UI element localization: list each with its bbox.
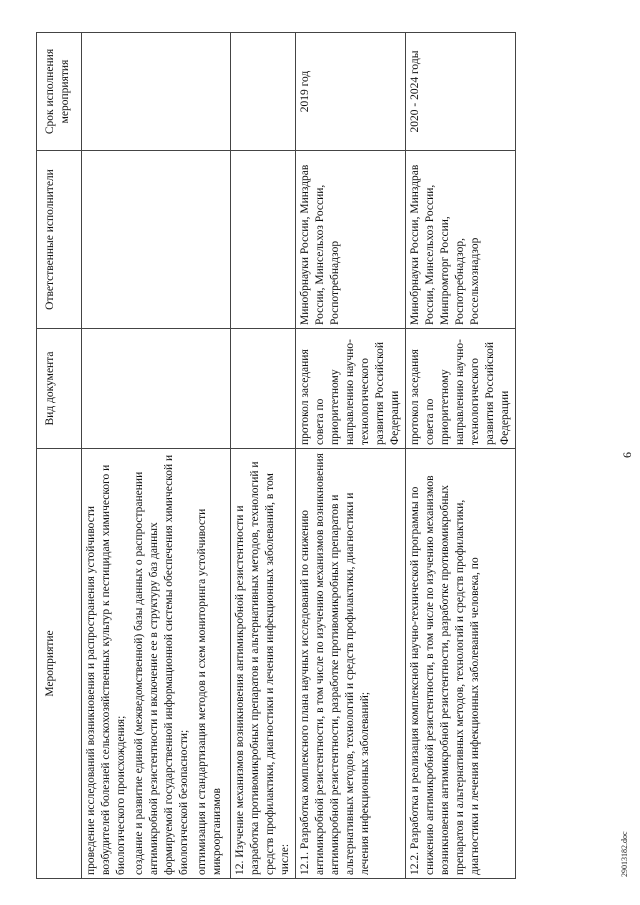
rotated-landscape-page [0, 5, 640, 905]
empty-cell [82, 151, 231, 329]
row-12-1-executors: Минобрнауки России, Минздрав России, Минсельхоз России, Роспотребнадзор [296, 151, 406, 329]
row-12-2-doc-type: протокол заседания совета по приоритетному направлению научно-технологического развития Российской Федерации [406, 329, 516, 449]
empty-cell [231, 151, 296, 329]
table-row-continuation [82, 33, 231, 879]
measures-table [36, 32, 516, 879]
continuation-item: создание и развитие единой (межведомственной) базы данных о распространении антимикробной резистентности и включение ее в структуру баз данных формируемой государственной информационной системы обеспечения химической и биологической безопасности; [133, 454, 190, 875]
empty-cell [231, 329, 296, 449]
table-row-section-12 [231, 33, 296, 879]
page-number-text: 6 [620, 452, 634, 458]
row-12-2-executors: Минобрнауки России, Минздрав России, Минсельхоз России, Минпромторг России, Роспотребнадзор, Россельхознадзор [406, 151, 516, 329]
row-12-1-deadline: 2019 год [296, 33, 406, 151]
continuation-item: оптимизация и стандартизация методов и схем мониторинга устойчивости микроорганизмов [196, 508, 223, 875]
row-12-1-doc-type: протокол заседания совета по приоритетному направлению научно-технологического развития Российской Федерации [296, 329, 406, 449]
row-12-2-deadline: 2020 - 2024 годы [406, 33, 516, 151]
empty-cell [82, 33, 231, 151]
table-row-12-1 [296, 33, 406, 879]
table-header-row [37, 33, 82, 879]
continuation-item: проведение исследований возникновения и распространения устойчивости возбудителей болезней сельскохозяйственных культур к пестицидам химического и биологического происхождения; [85, 464, 127, 875]
header-deadline: Срок исполнения мероприятия [37, 33, 82, 151]
page-number [620, 5, 635, 905]
header-executors: Ответственные исполнители [37, 151, 82, 329]
section-12-measure: 12. Изучение механизмов возникновения антимикробной резистентности и разработка противомикробных препаратов и альтернативных методов, технологий и средств профилактики, диагностики и лечения инфекционных заболеваний, в том числе: [231, 449, 296, 879]
header-measure: Мероприятие [37, 449, 82, 879]
continuation-cell [82, 449, 231, 879]
row-12-1-measure: 12.1. Разработка комплексного плана научных исследований по снижению антимикробной резистентности, в том числе по изучению механизмов возникновения антимикробной резистентности, разработке противомикробных препаратов и альтернативных методов, технологий и средств профилактики, диагностики и лечения инфекционных заболеваний; [296, 449, 406, 879]
document-filename: 29013182.doc [620, 831, 629, 877]
empty-cell [231, 33, 296, 151]
row-12-2-measure: 12.2. Разработка и реализация комплексной научно-технической программы по снижению антимикробной резистентности, в том числе по изучению механизмов возникновения антимикробной резистентности, разработке противомикробных препаратов и альтернативных методов, технологий и средств профилактики, диагностики и лечения инфекционных заболеваний человека, по [406, 449, 516, 879]
empty-cell [82, 329, 231, 449]
header-doc-type: Вид документа [37, 329, 82, 449]
table-row-12-2 [406, 33, 516, 879]
